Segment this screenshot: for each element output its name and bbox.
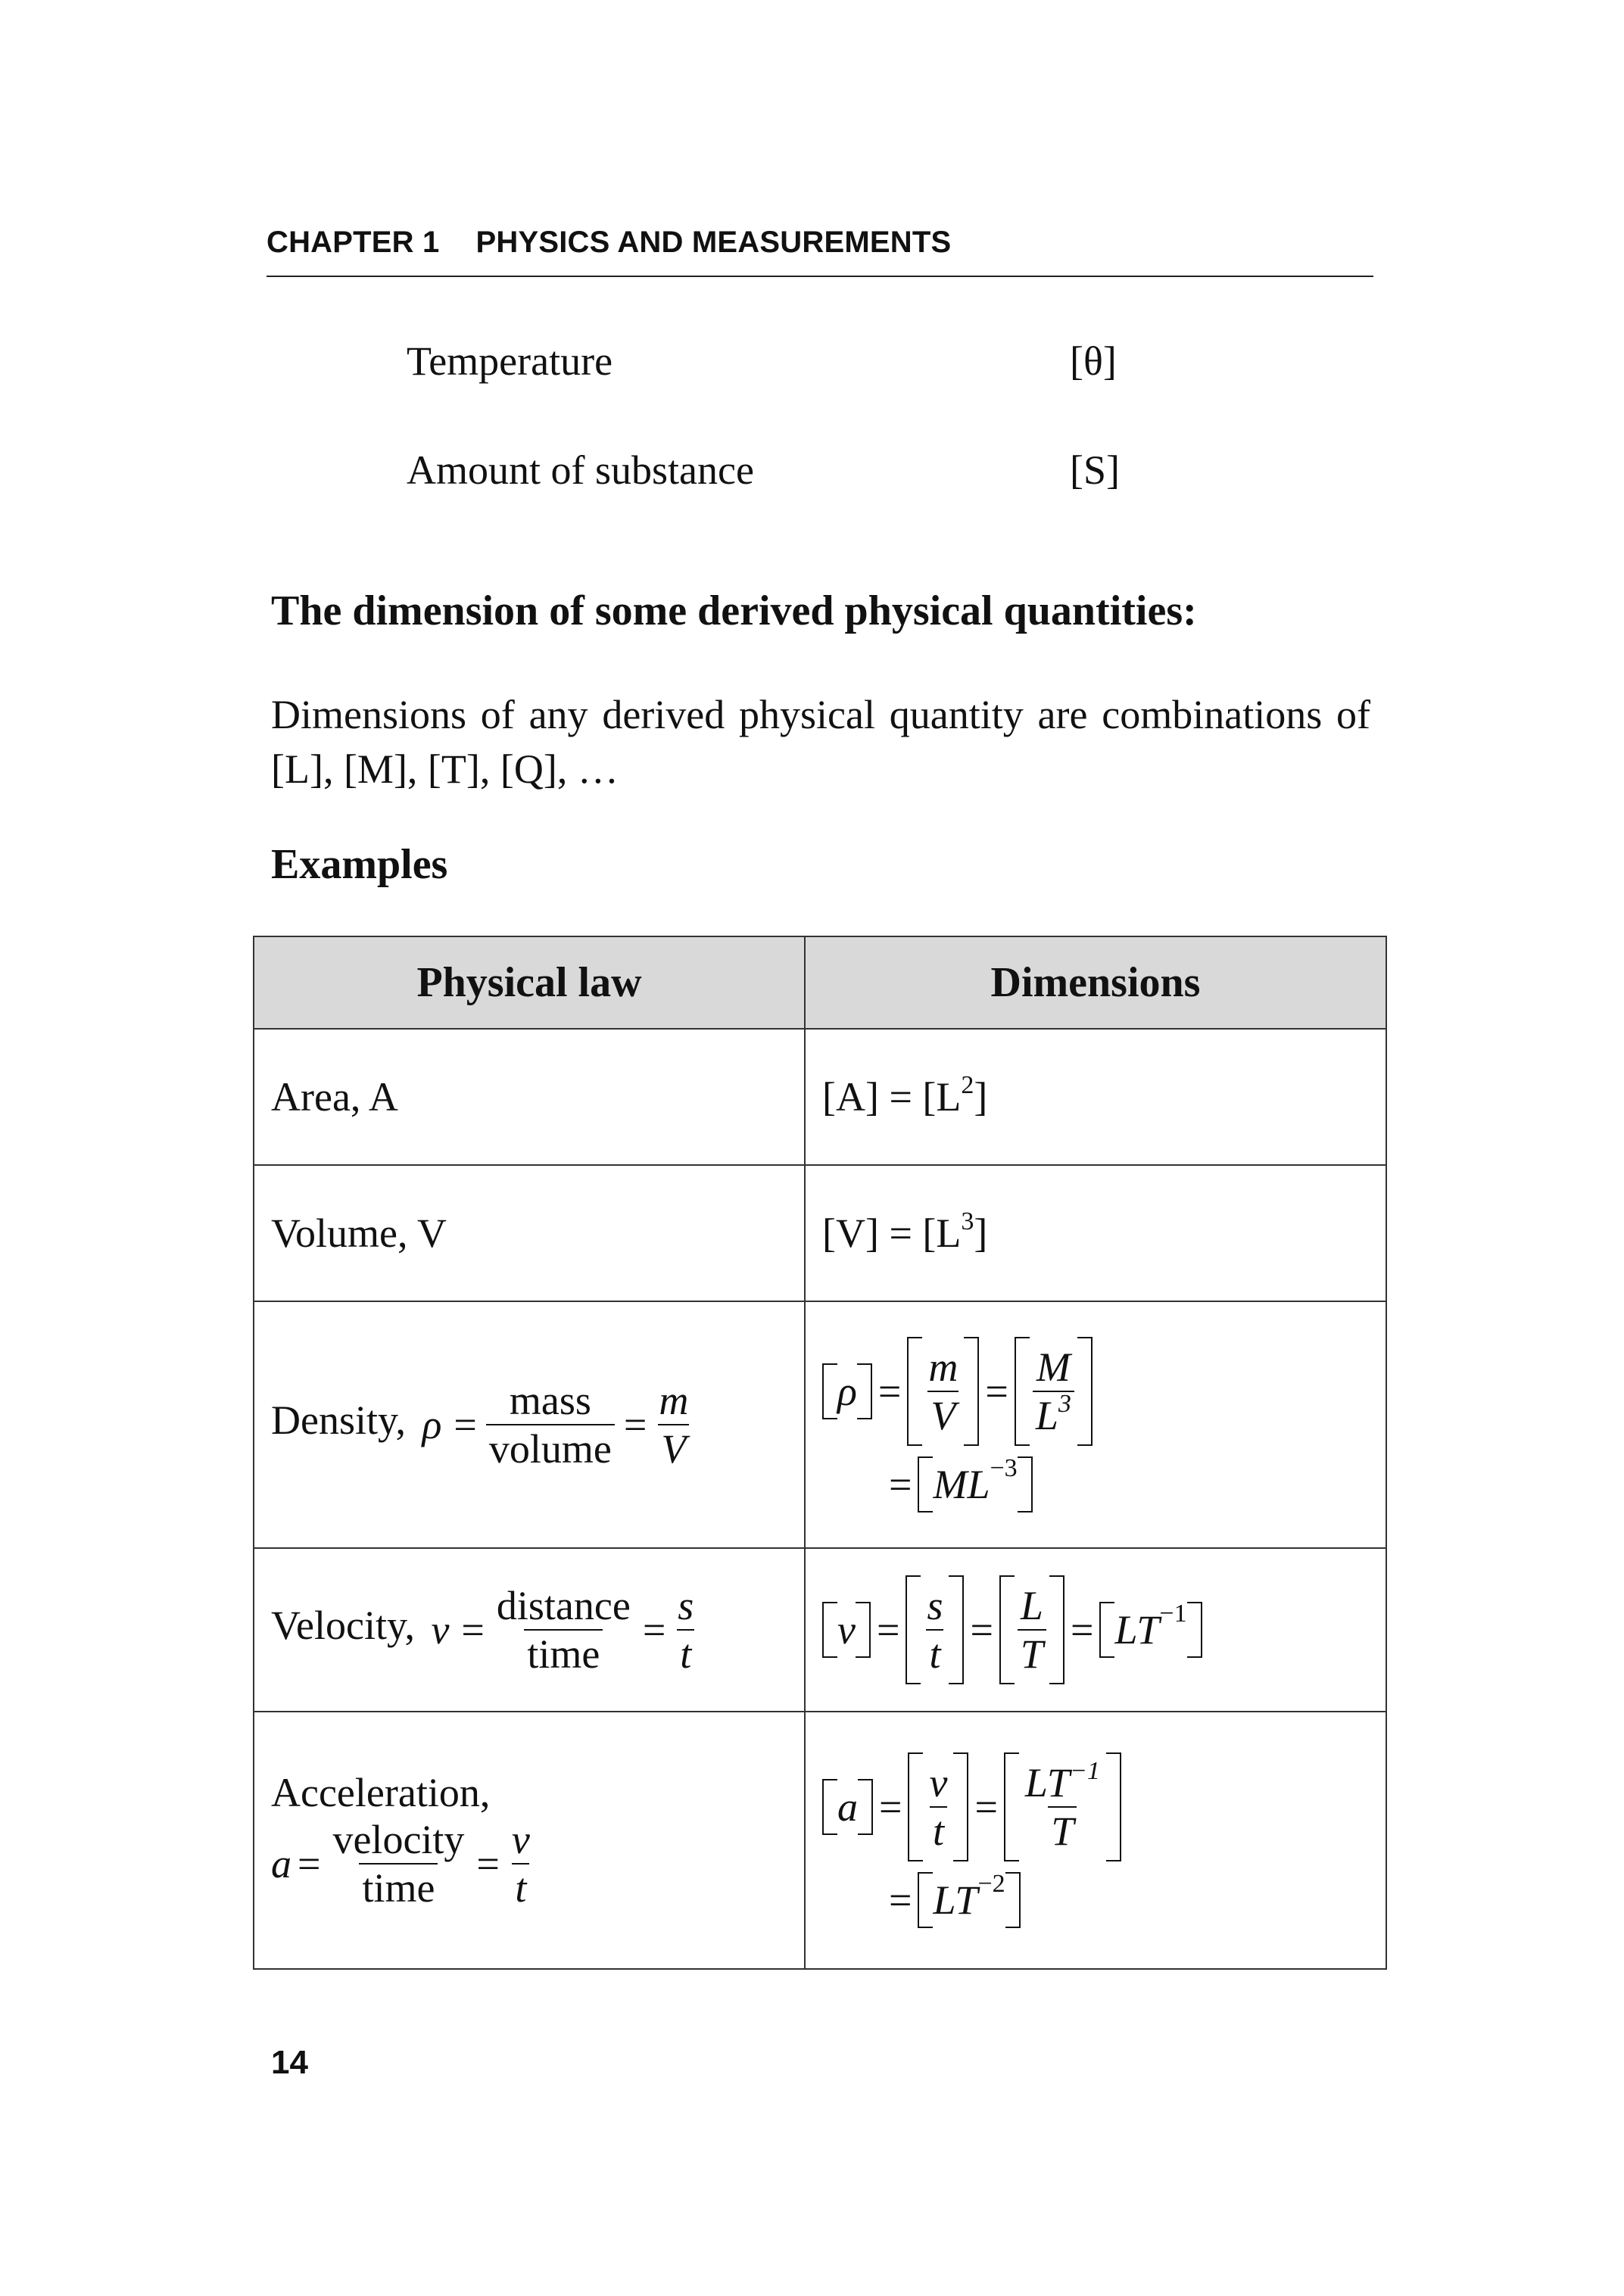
dimensions-table: [253, 936, 1387, 1970]
exponent: −3: [990, 1454, 1018, 1483]
denominator-base: L: [1035, 1393, 1058, 1438]
header-rule: [267, 276, 1373, 277]
fraction: [1022, 1759, 1103, 1855]
dimension-cell: [805, 1712, 1386, 1969]
equals-sign: =: [454, 1402, 477, 1447]
denominator: T: [1048, 1806, 1077, 1855]
denominator: t: [930, 1806, 947, 1855]
law-symbol: v: [431, 1607, 450, 1653]
chapter-label: CHAPTER 1: [267, 226, 440, 259]
page-number: 14: [271, 2044, 308, 2081]
section-title: The dimension of some derived physical quantities:: [271, 587, 1197, 634]
numerator: v: [929, 1760, 948, 1805]
equals-sign: =: [298, 1841, 321, 1886]
dim-result: LT: [933, 1877, 978, 1923]
base-quantity-symbol: [θ]: [1070, 338, 1117, 384]
equals-sign: =: [623, 1402, 647, 1447]
table-header-row: [254, 936, 1386, 1029]
equals-sign: =: [877, 1369, 902, 1414]
exponent: −1: [1159, 1600, 1187, 1628]
law-label: Density,: [271, 1397, 406, 1444]
exponent: 3: [1058, 1390, 1071, 1418]
numerator: L: [1020, 1583, 1043, 1628]
table-row: [254, 1301, 1386, 1548]
equals-sign: =: [970, 1607, 993, 1653]
denominator: time: [359, 1863, 438, 1911]
equals-sign: =: [889, 1877, 912, 1923]
equals-sign: =: [985, 1369, 1008, 1414]
law-symbol: a: [271, 1841, 291, 1886]
dimension-text: [V] = [L: [822, 1210, 962, 1256]
running-header: [267, 226, 1373, 260]
numerator: [1022, 1759, 1103, 1806]
dimension-cell: [805, 1301, 1386, 1548]
denominator: T: [1018, 1629, 1046, 1678]
fraction: [494, 1582, 634, 1678]
fraction: [926, 1759, 950, 1855]
equals-sign: =: [889, 1462, 912, 1507]
denominator: t: [677, 1629, 694, 1678]
chapter-title: PHYSICS AND MEASUREMENTS: [475, 226, 952, 259]
body-paragraph: Dimensions of any derived physical quantity are combinations of [L], [M], [T], [Q], …: [271, 692, 1370, 792]
fraction: [1018, 1582, 1046, 1678]
base-quantity-name: Temperature: [407, 338, 613, 384]
law-cell: [254, 1301, 805, 1548]
exponent: 2: [961, 1071, 974, 1099]
numerator: v: [511, 1817, 530, 1862]
base-quantity-symbol: [S]: [1070, 447, 1120, 493]
law-cell: [254, 1548, 805, 1712]
denominator: V: [658, 1424, 689, 1472]
dimension-close: ]: [974, 1210, 988, 1256]
fraction: [925, 1344, 961, 1439]
dim-symbol: v: [837, 1607, 856, 1653]
numerator: m: [659, 1378, 689, 1423]
dimension-text: [A] = [L: [822, 1074, 962, 1120]
equals-sign: =: [974, 1784, 998, 1830]
dimension-cell: [805, 1548, 1386, 1712]
law-cell: Area, A: [254, 1029, 805, 1165]
fraction: [486, 1377, 615, 1472]
fraction: [1033, 1344, 1074, 1439]
numerator: s: [927, 1583, 943, 1628]
equals-sign: =: [1070, 1607, 1094, 1653]
law-cell: Volume, V: [254, 1165, 805, 1301]
equals-sign: =: [879, 1784, 902, 1830]
base-quantity-name: Amount of substance: [407, 447, 754, 493]
fraction: [924, 1582, 946, 1678]
dimension-cell: [805, 1165, 1386, 1301]
dimension-cell: [805, 1029, 1386, 1165]
numerator: velocity: [332, 1817, 465, 1862]
dimension-close: ]: [974, 1074, 988, 1120]
fraction: [675, 1582, 697, 1678]
dim-symbol: ρ: [837, 1369, 857, 1414]
header-physical-law: Physical law: [254, 936, 805, 1029]
denominator: t: [926, 1629, 943, 1678]
numerator: m: [928, 1344, 959, 1390]
header-dimensions: Dimensions: [805, 936, 1386, 1029]
fraction: [656, 1377, 691, 1472]
table-row: [254, 1029, 1386, 1165]
denominator: volume: [486, 1424, 615, 1472]
law-label: Acceleration,: [271, 1770, 491, 1815]
law-cell: [254, 1712, 805, 1969]
examples-heading: Examples: [271, 841, 448, 888]
numerator: s: [678, 1583, 694, 1628]
fraction: [329, 1816, 467, 1911]
numerator: mass: [509, 1378, 591, 1423]
law-symbol: ρ: [422, 1402, 442, 1447]
numerator: distance: [496, 1583, 631, 1628]
denominator: [1033, 1391, 1074, 1439]
exponent: 3: [961, 1207, 974, 1235]
dim-symbol: a: [837, 1784, 858, 1830]
equals-sign: =: [642, 1607, 666, 1653]
denominator: t: [512, 1863, 529, 1911]
numerator: M: [1036, 1344, 1071, 1390]
equals-sign: =: [476, 1841, 500, 1886]
equals-sign: =: [461, 1607, 485, 1653]
dim-result: LT: [1114, 1607, 1160, 1653]
table-row: [254, 1548, 1386, 1712]
denominator: time: [524, 1629, 603, 1678]
equals-sign: =: [876, 1607, 900, 1653]
exponent: −2: [977, 1870, 1005, 1899]
law-label: Velocity,: [271, 1603, 415, 1649]
table-row: [254, 1712, 1386, 1969]
table-row: [254, 1165, 1386, 1301]
numerator-base: LT: [1024, 1760, 1070, 1805]
denominator: V: [927, 1391, 959, 1439]
fraction: [509, 1816, 533, 1911]
exponent: −1: [1069, 1757, 1100, 1785]
dim-result: ML: [933, 1462, 990, 1507]
